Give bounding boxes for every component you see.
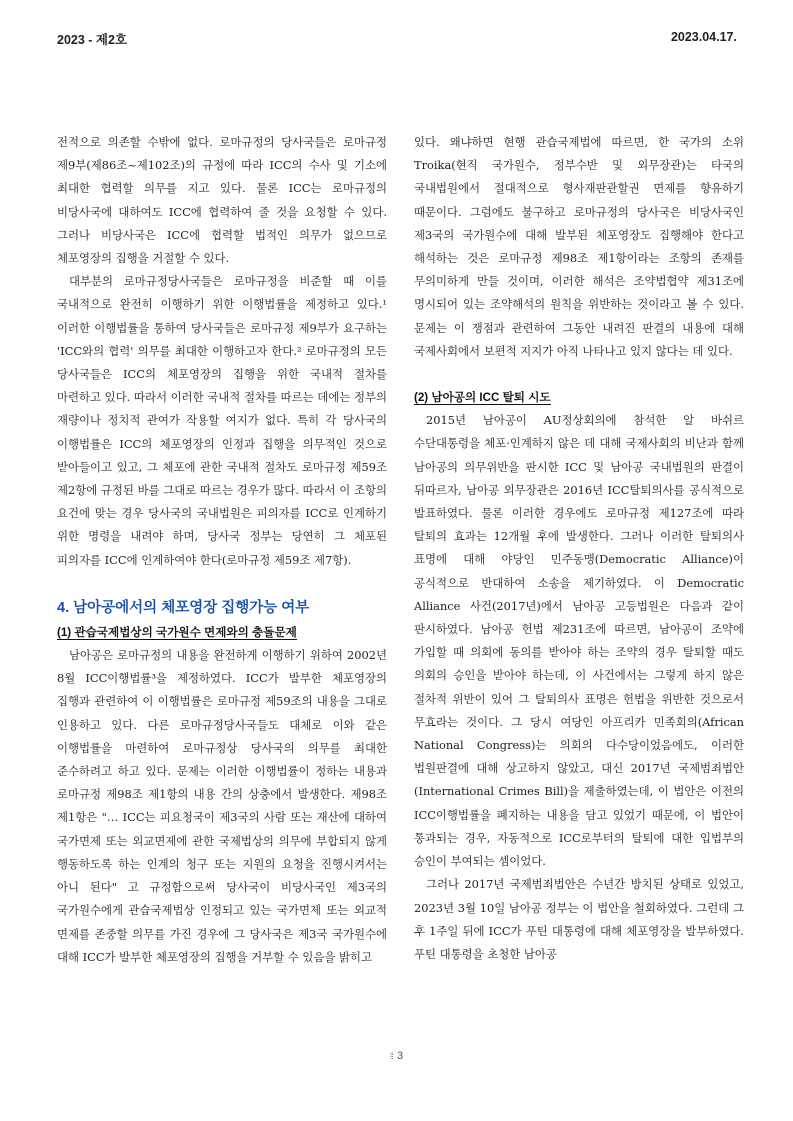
paragraph: 대부분의 로마규정당사국들은 로마규정을 비준할 때 이를 국내적으로 완전히 이행하기 위한 이행법률을 제정하고 있다.¹ 이러한 이행법률을 통하여 당사국들은 로마규정 제9부가 요구하는 'ICC와의 협력' 의무를 최대한 이행하고자 한다.² 로마규정의 모든 당사국들은 ICC의 체포영장의 집행을 위한 국내적 절차를 마련하고 있다. 따라서 이러한 국내적 절차를 따르는 데에는 정부의 재량이나 정치적 관여가 작용할 여지가 없다. 특히 각 당사국의 이행법률은 ICC의 체포영장의 인정과 집행을 의무적인 것으로 받아들이고 있고, 그 체포에 관한 국내적 절차도 로마규정 제59조 제2항에 규정된 바를 그대로 따르는 경우가 많다. 따라서 이 조항의 요건에 맞는 경우 당사국의 국내법원은 피의자를 ICC로 인계하기 위한 명령을 내려야 하며, 당사국 정부는 당연히 그 체포된 피의자를 ICC에 인계하여야 한다(로마규정 제59조 제7항). — [57, 274, 387, 567]
left-column — [57, 131, 387, 969]
right-column — [414, 131, 744, 966]
paragraph: 전적으로 의존할 수밖에 없다. 로마규정의 당사국들은 로마규정 제9부(제86조~제102조)의 규정에 따라 ICC의 수사 및 기소에 최대한 협력할 의무를 지고 있다. 물론 ICC는 로마규정의 비당사국에 대하여도 ICC에 협력하여 줄 것을 요청할 수 있다. 그러나 비당사국은 ICC에 협력할 법적인 의무가 없으므로 체포영장의 집행을 거절할 수 있다. — [57, 135, 387, 266]
page-number: 3 — [396, 1050, 404, 1062]
subsection-title — [414, 386, 744, 409]
paragraph: 그러나 2017년 국제범죄법안은 수년간 방치된 상태로 있었고, 2023년 3월 10일 남아공 정부는 이 법안을 철회하였다. 그런데 그 후 1주일 뒤에 ICC가 푸틴 대통령에 대해 체포영장을 발부하였다. 푸틴 대통령을 초청한 남아공 — [414, 877, 744, 961]
subsection-title — [57, 621, 387, 644]
paragraph: 2015년 남아공이 AU정상회의에 참석한 알 바쉬르 수단대통령을 체포·인계하지 않은 데 대해 국제사회의 비난과 함께 남아공의 의무위반을 판시한 ICC 및 남아공 국내법원의 판결이 뒤따르자, 남아공 외무장관은 2016년 ICC탈퇴의사를 공식적으로 발표하였다. 물론 이러한 경우에도 로마규정 제127조에 따라 탈퇴의 효과는 12개월 후에 발생한다. 그러나 이러한 탈퇴의사 표명에 대해 야당인 민주동맹(Democratic Alliance)이 공식적으로 반대하여 소송을 제기하였다. 이 Democratic Alliance 사건(2017년)에서 남아공 고등법원은 다음과 같이 판시하였다. 남아공 헌법 제231조에 따르면, 남아공이 조약에 가입할 때 의회에 동의를 받아야 하는 조약의 경우 탈퇴할 때도 의회의 승인을 받아야 하는데, 이 사건에서는 그렇게 하지 않은 절차적 위반이 있어 그 탈퇴의사 표명은 헌법을 위반한 것으로서 무효라는 것이다. 그 당시 여당인 아프리카 민족회의(African National Congress)는 의회의 다수당이었음에도, 이러한 법원판결에 대해 상고하지 않았고, 대신 2017년 국제범죄법안(International Crimes Bill)을 제출하였는데, 이 법안은 이전의 ICC이행법률을 폐지하는 내용을 담고 있었기 때문에, 이 법안이 통과되는 경우, 자동적으로 ICC로부터의 탈퇴에 대한 입법부의 승인이 부여되는 셈이었다. — [414, 413, 744, 869]
issue-date: 2023.04.17. — [670, 30, 737, 44]
subsection-title-text: (1) 관습국제법상의 국가원수 면제와의 충돌문제 — [57, 625, 297, 639]
issue-number: 2023 - 제2호 — [57, 33, 128, 47]
section-title: 4. 남아공에서의 체포영장 집행가능 여부 — [57, 599, 310, 616]
paragraph: 있다. 왜냐하면 현행 관습국제법에 따르면, 한 국가의 소위 Troika(현직 국가원수, 정부수반 및 외무장관)는 타국의 국내법원에서 절대적으로 형사재판관할권 면제를 향유하기 때문이다. 그럼에도 불구하고 로마규정의 당사국은 비당사국인 제3국의 국가원수에 대해 발부된 체포영장도 집행해야 한다고 해석하는 것은 로마규정 제98조 제1항이라는 조항의 존재를 무의미하게 만들 것이며, 이러한 해석은 조약법협약 제31조에 명시되어 있는 조약해석의 원칙을 위반하는 것이라고 볼 수 있다. 문제는 이 쟁점과 관련하여 그동안 내려진 판결의 내용에 대해 국제사회에서 보편적 지지가 아직 나타나고 있지 않다는 데 있다. — [414, 135, 744, 358]
paragraph: 남아공은 로마규정의 내용을 완전하게 이행하기 위하여 2002년 8월 ICC이행법률³을 제정하였다. ICC가 발부한 체포영장의 집행과 관련하여 이 이행법률은 로마규정 제59조의 내용을 그대로 인용하고 있다. 다른 로마규정당사국들도 대체로 이와 같은 이행법률을 마련하여 로마규정상 당사국의 의무를 최대한 준수하려고 하고 있다. 문제는 이러한 이행법률이 정하는 내용과 로마규정 제98조 제1항의 내용 간의 상충에서 발생한다. 제98조 제1항은 "… ICC는 피요청국이 제3국의 사람 또는 재산에 대하여 국가면제 또는 외교면제에 관한 국제법상의 의무에 부합되지 않게 행동하도록 하는 인계의 청구 또는 지원의 요청을 진행시켜서는 아니 된다" 고 규정함으로써 당사국이 비당사국인 제3국의 국가원수에게 관습국제법상 인정되고 있는 국가면제 또는 외교적 면제를 존중할 의무를 가진 경우에 그 당사국은 제3국 국가원수에 대해 ICC가 발부한 체포영장의 집행을 거부할 수 있음을 밝히고 — [57, 648, 387, 964]
page-footer — [0, 1050, 793, 1062]
page-mark-icon: ⁞⁞ — [389, 1051, 393, 1061]
subsection-title-text: (2) 남아공의 ICC 탈퇴 시도 — [414, 391, 551, 405]
